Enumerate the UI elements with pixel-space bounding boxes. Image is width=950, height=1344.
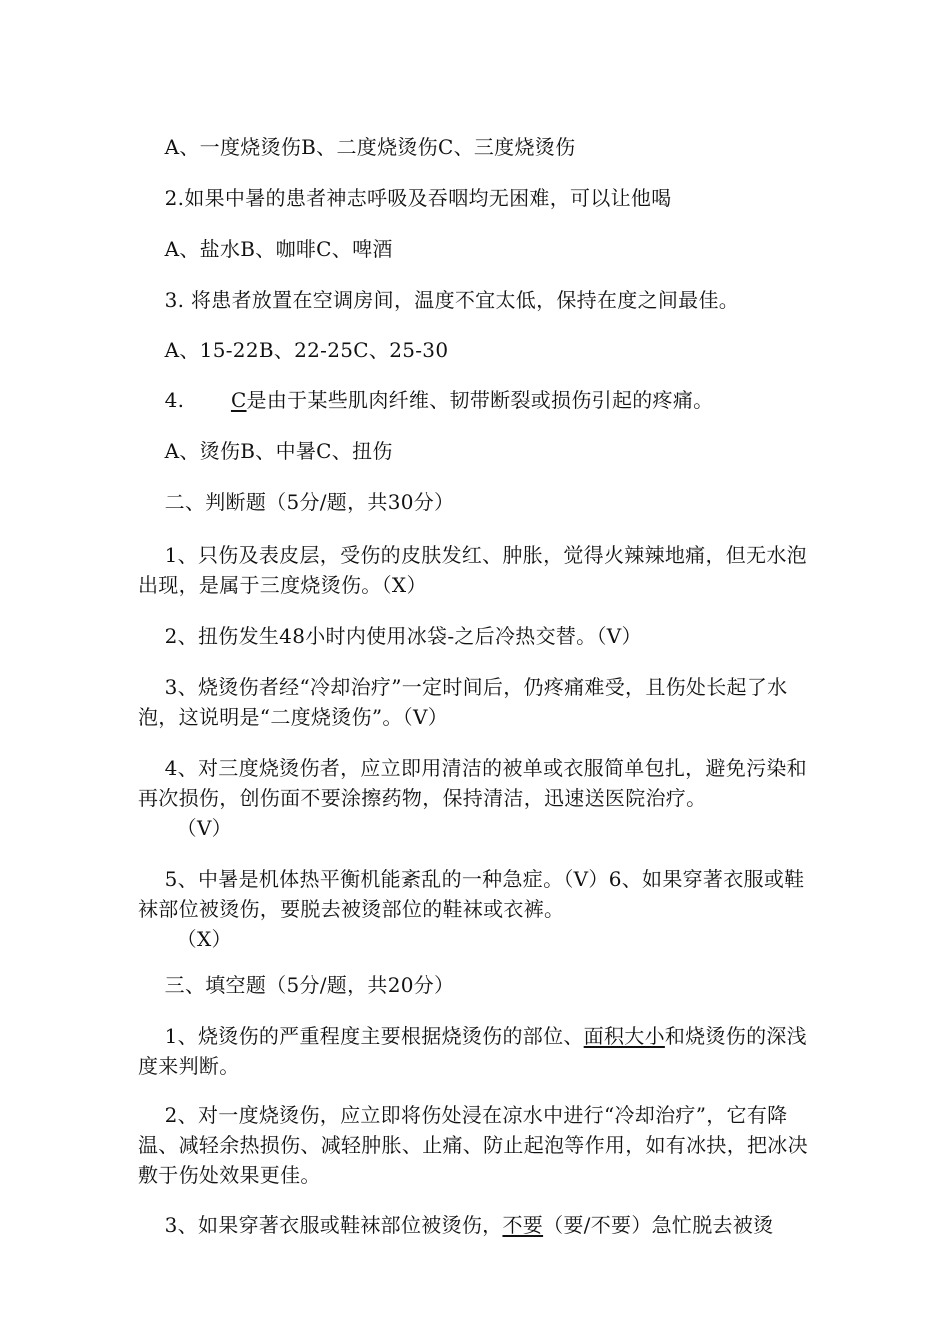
- fill-item-2-text: 2、对一度烧烫伤，应立即将伤处浸在凉水中进行“冷却治疗”，它有降温、减轻余热损伤、减轻肿胀、止痛、防止起泡等作用，如有冰抉，把冰决敷于伤处效果更佳。: [138, 1103, 808, 1187]
- judgement-item-5-mark-text: （X）: [176, 927, 232, 951]
- question-3-text: 3. 将患者放置在空调房间，温度不宜太低，保持在度之间最佳。: [164, 288, 740, 312]
- section-heading-judgement-text: 二、判断题（5分/题，共30分）: [164, 490, 455, 514]
- question-2-options-text: A、盐水B、咖啡C、啤酒: [164, 237, 393, 261]
- fill-item-1-text-a: 1、烧烫伤的严重程度主要根据烧烫伤的部位、: [164, 1024, 584, 1048]
- question-1-options-text: A、一度烧烫伤B、二度烧烫伤C、三度烧烫伤: [164, 135, 576, 159]
- section-heading-fill-in-text: 三、填空题（5分/题，共20分）: [164, 973, 455, 997]
- question-4-number: 4.: [164, 388, 231, 412]
- question-4-answer: C: [230, 388, 247, 412]
- fill-item-1-answer: 面积大小: [583, 1024, 665, 1048]
- judgement-item-1-text: 1、只伤及表皮层，受伤的皮肤发红、肿胀，觉得火辣辣地痛，但无水泡出现，是属于三度烧烫伤。（X）: [138, 543, 807, 597]
- judgement-item-5-text: 5、中暑是机体热平衡机能紊乱的一种急症。（V）6、如果穿著衣服或鞋袜部位被烫伤，要脱去被烫部位的鞋袜或衣裤。: [138, 867, 805, 921]
- judgement-item-2-text: 2、扭伤发生48小时内使用冰袋-之后冷热交替。（V）: [164, 624, 642, 648]
- fill-item-3-answer: 不要: [502, 1213, 544, 1237]
- fill-item-3: [138, 1180, 818, 1270]
- question-4-text: 是由于某些肌肉纤维、韧带断裂或损伤引起的疼痛。: [246, 388, 714, 412]
- judgement-item-3-text: 3、烧烫伤者经“冷却治疗”一定时间后，仍疼痛难受，且伤处长起了水泡，这说明是“二度烧烫伤”。（V）: [138, 675, 788, 729]
- question-2-text: 2.如果中暑的患者神志呼吸及吞咽均无困难，可以让他喝: [164, 186, 672, 210]
- question-3-options-text: A、15-22B、22-25C、25-30: [164, 338, 449, 362]
- fill-item-3-text-b: （要/不要）急忙脱去被烫: [543, 1213, 774, 1237]
- question-4-options-text: A、烫伤B、中暑C、扭伤: [164, 439, 393, 463]
- judgement-item-4-text: 4、对三度烧烫伤者，应立即用清洁的被单或衣服简单包扎，避免污染和再次损伤，创伤面不要涂擦药物，保持清洁，迅速送医院治疗。: [138, 756, 807, 810]
- fill-item-3-text-a: 3、如果穿著衣服或鞋袜部位被烫伤，: [164, 1213, 503, 1237]
- fill-item-1-text-b: 和烧烫伤的深浅度来判断。: [138, 1024, 807, 1078]
- judgement-item-4-mark-text: （V）: [176, 816, 232, 840]
